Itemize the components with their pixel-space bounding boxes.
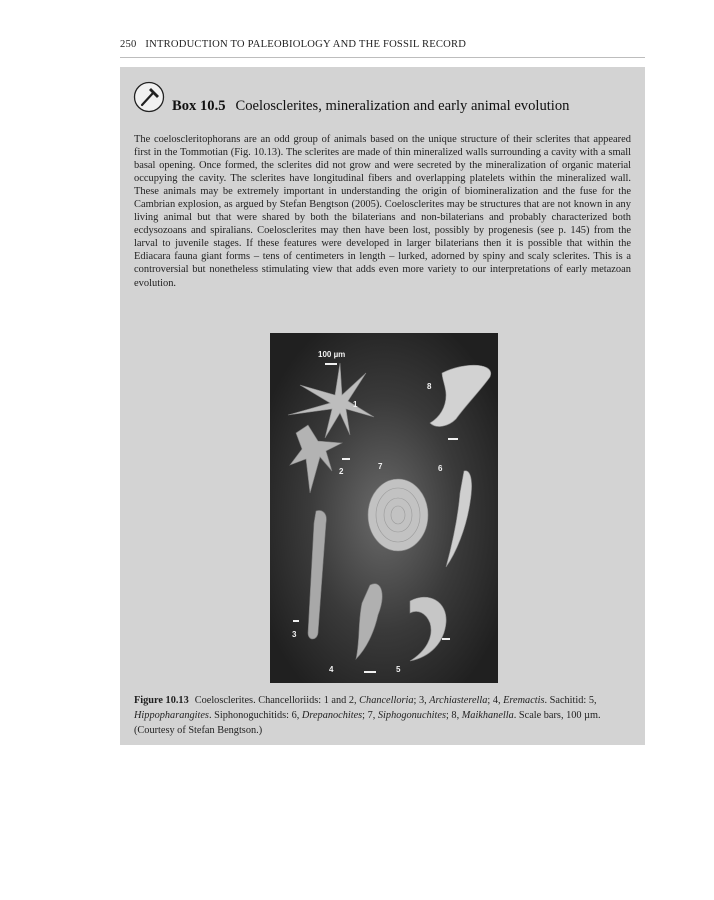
figure-caption-text (134, 695, 601, 736)
running-head (120, 39, 645, 50)
specimen-label-4: 4 (329, 665, 334, 674)
scale-bar (442, 638, 450, 640)
genus-name: Hippopharangites (134, 709, 209, 721)
specimen-label-3: 3 (292, 630, 297, 639)
caption-segment: . Sachitid: 5, (544, 695, 597, 706)
caption-segment: ; 7, (362, 709, 378, 721)
genus-name: Archiasterella (429, 695, 488, 706)
genus-name: Siphogonuchites (377, 709, 446, 721)
header-rule (120, 57, 645, 58)
running-head-title: INTRODUCTION TO PALEOBIOLOGY AND THE FOSSIL RECORD (145, 39, 467, 50)
genus-name: Maikhanella (461, 709, 514, 721)
fossil-figure (270, 333, 498, 683)
specimen-label-1: 1 (353, 400, 358, 409)
specimen-label-8: 8 (427, 382, 432, 391)
genus-name: Chancelloria (359, 695, 414, 706)
scale-bar (448, 438, 458, 440)
box-body-text: The coeloscleritophorans are an odd group of animals based on the unique structure of their sclerites that appeared first in the Tommotian (Fig. 10.13). The sclerites are made of thin mineralized walls surrounding a cavity with a small basal opening. Once formed, the sclerites did not grow and were secreted by the mineralization of organic material occupying the cavity. The sclerites have longitudinal fibers and overlapping platelets within the mineralized wall. These animals may be extremely important in understanding the origin of biomineralization and the fuse for the Cambrian explosion, as argued by Stefan Bengtson (2005). Coelosclerites may be structures that are not known in any living animal but that were shared by both the bilaterians and non-bilaterians and probably characterized both ecdysozoans and spiralians. Coelosclerites may then have been lost, possibly by progenesis (see p. 145) from the larval to juvenile stages. If these features were developed in larger bilaterians then it is possible that within the Ediacara fauna giant forms – tens of centimeters in length – lurked, adorned by spiny and scaly sclerites. This is a controversial but nonetheless stimulating view that adds even more variety to our interpretations of early metazoan evolution. (134, 134, 631, 289)
figure-label: Figure 10.13 (134, 695, 189, 706)
scale-bar-label: 100 µm (318, 350, 346, 359)
scale-bar (342, 458, 350, 460)
caption-segment: Coelosclerites. Chancelloriids: 1 and 2, (194, 695, 360, 706)
genus-name: Eremactis (503, 695, 545, 706)
scale-bar (325, 363, 337, 365)
caption-segment: . Siphonoguchitids: 6, (208, 709, 302, 721)
specimen-label-5: 5 (396, 665, 401, 674)
page-number: 250 (120, 39, 137, 50)
specimen-7-siphogonuchites (368, 479, 428, 551)
hammer-icon (133, 81, 165, 113)
scale-bar (293, 620, 299, 622)
caption-segment: ; 3, (413, 695, 430, 706)
figure-caption (134, 694, 634, 738)
caption-segment: . Scale bars, 100 µm. (Courtesy of Stefan Bengtson.) (134, 709, 601, 736)
specimen-label-2: 2 (339, 467, 344, 476)
caption-segment: ; 8, (445, 709, 462, 721)
scale-bar (364, 671, 376, 673)
box-panel (120, 67, 645, 745)
box-title (172, 98, 569, 115)
caption-segment: ; 4, (487, 695, 504, 706)
box-title-text: Coelosclerites, mineralization and early animal evolution (235, 98, 570, 114)
box-number: Box 10.5 (172, 98, 226, 114)
specimen-label-7: 7 (378, 462, 383, 471)
specimen-label-6: 6 (438, 464, 443, 473)
genus-name: Drepanochites (301, 709, 363, 721)
